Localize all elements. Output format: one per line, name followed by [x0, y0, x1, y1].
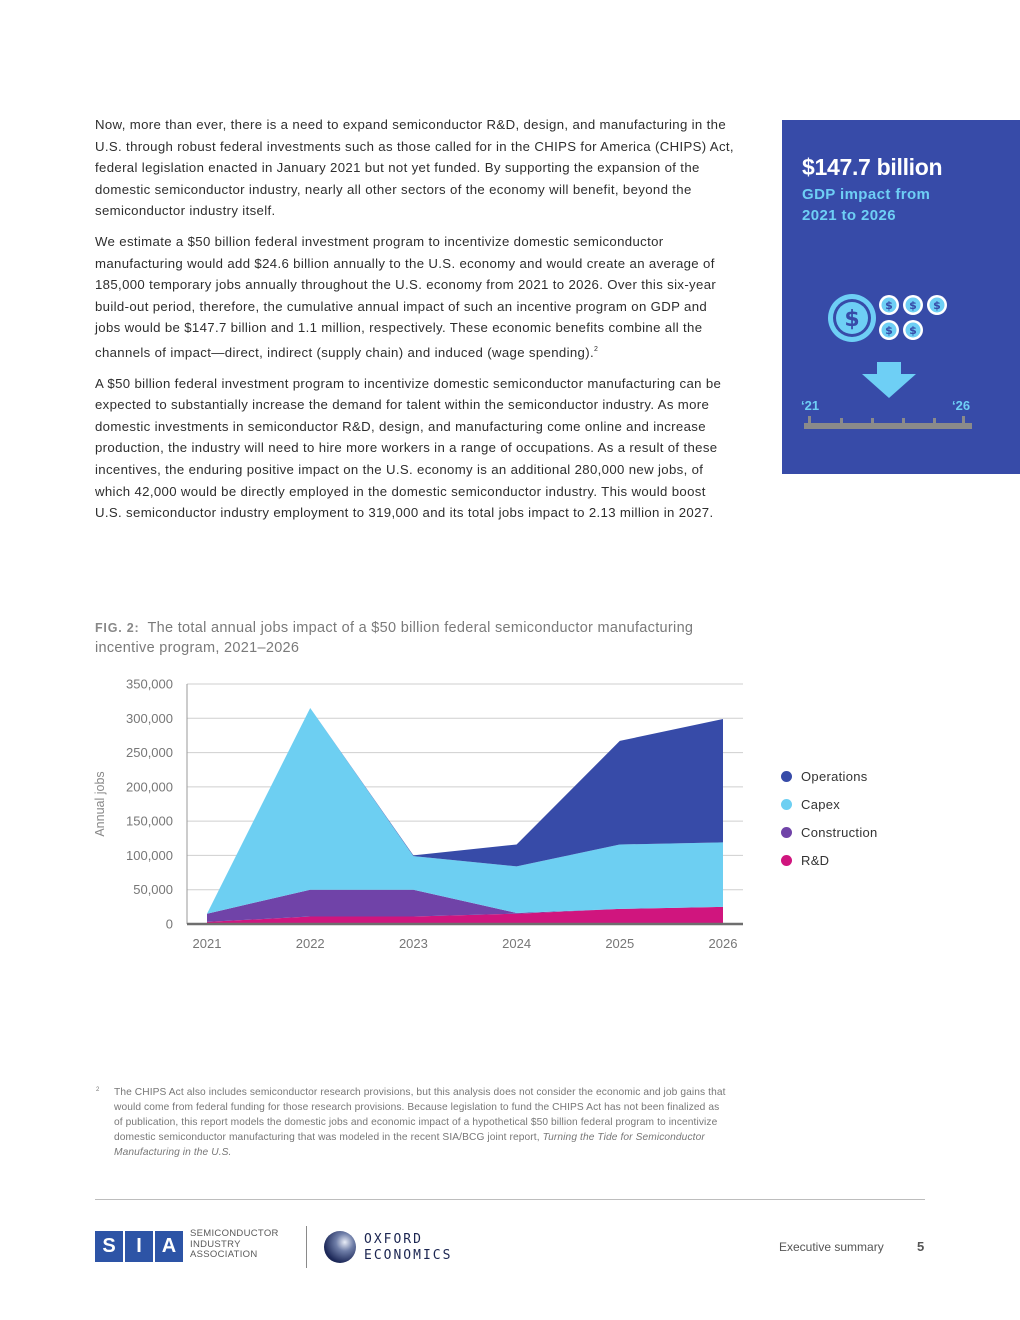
footnote-ref[interactable]: 2 — [594, 345, 599, 353]
svg-text:$: $ — [909, 324, 917, 337]
x-tick-label: 2024 — [502, 936, 532, 951]
body-text — [95, 114, 735, 533]
x-tick-label: 2023 — [398, 936, 428, 951]
svg-text:$: $ — [909, 299, 917, 312]
sia-logo-letter-i: I — [125, 1231, 153, 1262]
legend-item — [781, 762, 878, 790]
y-tick-label: 250,000 — [126, 745, 173, 761]
legend-label: Construction — [801, 824, 878, 840]
logo-divider — [306, 1226, 307, 1268]
paragraph-3: A $50 billion federal investment program to incentivize domestic semiconductor manufacturing can be expected to substantially increase the demand for talent within the semiconductor industry. As more domestic investments in semiconductor R&D, design, and manufacturing come online and increase production, the industry will need to hire more workers in a range of occupations. As a result of these incentives, the enduring positive impact on the U.S. economy is an additional 280,000 new jobs, of which 42,000 would be directly employed in the domestic semiconductor industry. This would boost U.S. semiconductor industry employment to 319,000 and its total jobs impact to 2.13 million in 2027. — [95, 375, 722, 521]
jobs-impact-area-chart — [88, 672, 758, 962]
x-tick-label: 2022 — [295, 936, 325, 951]
large-dollar-coin-icon — [828, 294, 876, 342]
footnote-body: The CHIPS Act also includes semiconductor research provisions, but this analysis does not consider the economic and job gains that would come from federal funding for those research provisions. Because legislation to fund the CHIPS Act has not been finalized as of publication, this report models the domestic jobs and economic impact of a hypothetical $50 billion federal program to incentivize domestic semiconductor manufacturing that was modeled in the recent SIA/BCG joint report, — [114, 1087, 726, 1143]
legend-item — [781, 818, 878, 846]
paragraph-2 — [95, 231, 735, 364]
footnote — [96, 1085, 726, 1160]
y-tick-label: 50,000 — [133, 882, 173, 898]
footer-divider — [95, 1199, 925, 1200]
legend-label: Capex — [801, 796, 841, 812]
footnote-report-title: Turning the Tide for Semiconductor Manufacturing in the U.S. — [114, 1132, 705, 1158]
legend-swatch — [781, 827, 792, 838]
sia-logo — [95, 1231, 185, 1262]
timeline-end-label: ‘26 — [952, 398, 971, 413]
figure-title — [95, 618, 735, 658]
y-tick-label: 200,000 — [126, 779, 173, 795]
gdp-callout-box — [782, 120, 1020, 474]
y-tick-label: 100,000 — [126, 847, 173, 863]
x-tick-label: 2026 — [708, 936, 738, 951]
svg-text:$: $ — [844, 307, 860, 332]
sia-logo-name: SEMICONDUCTOR INDUSTRY ASSOCIATION — [190, 1228, 279, 1260]
legend-label: Operations — [801, 768, 868, 784]
figure-label: FIG. 2: — [95, 621, 140, 635]
chart-legend — [781, 762, 878, 874]
paragraph-2-text: We estimate a $50 billion federal investment program to incentivize domestic semiconductor manufacturing would add $24.6 billion annually to the U.S. economy and would create an average of 185,000 temporary jobs annually throughout the U.S. economy from 2021 to 2026. Over this six-year build-out period, therefore, the cumulative annual impact of such an incentive program on GDP and jobs would be $147.7 billion and 1.1 million, respectively. These economic benefits combine all the channels of impact—direct, indirect (supply chain) and induced (wage spending). — [95, 233, 717, 360]
gdp-impact-value: $147.7 billion — [802, 154, 943, 180]
gdp-impact-caption: GDP impact from 2021 to 2026 — [802, 186, 931, 224]
svg-text:$: $ — [885, 299, 893, 312]
legend-item — [781, 846, 878, 874]
y-tick-label: 350,000 — [126, 676, 173, 692]
small-dollar-coins-icon — [879, 295, 947, 340]
x-tick-label: 2021 — [192, 936, 222, 951]
legend-swatch — [781, 799, 792, 810]
y-tick-label: 0 — [165, 916, 173, 932]
legend-swatch — [781, 855, 792, 866]
legend-label: R&D — [801, 852, 830, 868]
page-number: 5 — [917, 1239, 925, 1254]
timeline-start-label: ‘21 — [801, 398, 820, 413]
sia-logo-letter-a: A — [155, 1231, 183, 1262]
down-arrow-icon — [862, 362, 916, 398]
y-tick-label: 150,000 — [126, 813, 173, 829]
legend-swatch — [781, 771, 792, 782]
figure-caption: The total annual jobs impact of a $50 billion federal semiconductor manufacturing incentive program, 2021–2026 — [95, 620, 694, 656]
legend-item — [781, 790, 878, 818]
footnote-mark: 2 — [96, 1087, 100, 1093]
svg-text:$: $ — [885, 324, 893, 337]
x-tick-label: 2025 — [605, 936, 635, 951]
timeline-bar — [802, 414, 977, 434]
coins-arrow-illustration — [782, 280, 1020, 400]
paragraph-1: Now, more than ever, there is a need to expand semiconductor R&D, design, and manufacturing in the U.S. through robust federal investments such as those called for in the CHIPS for America (CHIPS) Act, federal legislation enacted in January 2021 but not yet funded. By supporting the expansion of the domestic semiconductor industry, nearly all other sectors of the economy will benefit, beyond the semiconductor industry itself. — [95, 117, 734, 219]
footnote-text — [114, 1085, 726, 1160]
svg-text:$: $ — [933, 299, 941, 312]
oxford-economics-globe-icon — [324, 1231, 356, 1263]
sia-logo-letter-s: S — [95, 1231, 123, 1262]
footer-section-title: Executive summary — [779, 1240, 884, 1254]
y-axis-label: Annual jobs — [93, 771, 107, 837]
oxford-economics-logo-text: OXFORD ECONOMICS — [364, 1232, 453, 1263]
y-tick-label: 300,000 — [126, 710, 173, 726]
